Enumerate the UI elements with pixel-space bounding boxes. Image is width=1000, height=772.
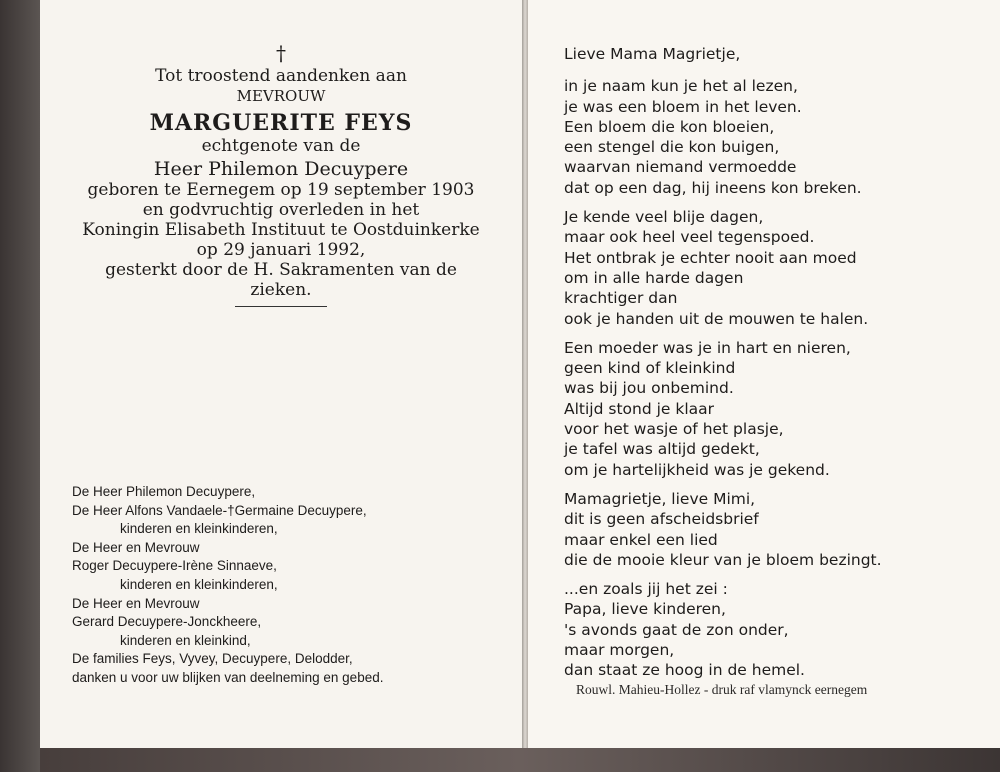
family-line: De Heer en Mevrouw (72, 595, 200, 611)
poem-greeting: Lieve Mama Magrietje, (564, 45, 741, 63)
poem-line: krachtiger dan (564, 289, 678, 308)
intro-text: Tot troostend aandenken aan (155, 66, 407, 86)
family-line: kinderen en kleinkinderen, (120, 576, 278, 592)
poem-stanza (564, 338, 994, 480)
poem-line: dan staat ze hoog in de hemel. (564, 661, 805, 680)
family-line: De Heer Philemon Decuypere, (72, 484, 256, 499)
birth-line: geboren te Eernegem op 19 september 1903 (87, 180, 475, 200)
poem-line: waarvan niemand vermoedde (564, 158, 797, 177)
poem-line: je tafel was altijd gedekt, (564, 440, 760, 459)
poem-line: om je hartelijkheid was je gekend. (564, 460, 830, 479)
poem-line: dat op een dag, hij ineens kon breken. (564, 178, 862, 197)
poem-stanza (564, 76, 994, 198)
family-line: danken u voor uw blijken van deelneming en gebed. (72, 669, 384, 685)
death-date: op 29 januari 1992, (196, 240, 366, 260)
poem-line: voor het wasje of het plasje, (564, 420, 784, 439)
poem (564, 44, 994, 681)
poem-line: 's avonds gaat de zon onder, (564, 620, 789, 639)
death-line-1: en godvruchtig overleden in het (142, 200, 420, 220)
right-card-page (528, 0, 1000, 748)
memorial-header (40, 42, 522, 307)
poem-stanza (564, 489, 994, 570)
poem-line: Een bloem die kon bloeien, (564, 117, 775, 136)
poem-line: ...en zoals jij het zei : (564, 580, 728, 599)
poem-line: maar morgen, (564, 641, 675, 660)
background-edge (0, 0, 40, 772)
sacraments-line-1: gesterkt door de H. Sakramenten van de (105, 260, 457, 280)
spouse-intro: echtgenote van de (201, 136, 361, 156)
poem-line: een stengel die kon buigen, (564, 138, 780, 157)
title-word: MEVROUW (236, 87, 326, 105)
poem-line: je was een bloem in het leven. (564, 97, 802, 116)
sacraments-line-2: zieken. (250, 280, 312, 300)
spouse-name: Heer Philemon Decuypere (153, 158, 409, 180)
family-line: De Heer Alfons Vandaele-†Germaine Decuypere, (72, 502, 367, 518)
poem-stanza (564, 579, 994, 680)
poem-line: Papa, lieve kinderen, (564, 600, 726, 619)
poem-line: om in alle harde dagen (564, 268, 744, 287)
poem-line: Mamagrietje, lieve Mimi, (564, 489, 756, 508)
poem-line: Het ontbrak je echter nooit aan moed (564, 248, 857, 267)
poem-line: maar ook heel veel tegenspoed. (564, 228, 815, 247)
deceased-name: MARGUERITE FEYS (149, 110, 413, 136)
family-line: kinderen en kleinkinderen, (120, 521, 278, 537)
family-line: De Heer en Mevrouw (72, 539, 200, 555)
poem-line: die de mooie kleur van je bloem bezingt. (564, 550, 882, 569)
poem-line: ook je handen uit de mouwen te halen. (564, 309, 869, 328)
family-line: De families Feys, Vyvey, Decuypere, Delodder, (72, 651, 353, 667)
death-line-2: Koningin Elisabeth Instituut te Oostduinkerke (82, 220, 480, 240)
divider-line (235, 306, 327, 307)
left-card-page (40, 0, 522, 748)
family-line: kinderen en kleinkind, (120, 632, 251, 648)
cross-symbol: † (276, 41, 286, 65)
family-line: Gerard Decuypere-Jonckheere, (72, 614, 262, 630)
poem-line: in je naam kun je het al lezen, (564, 77, 798, 96)
poem-line: geen kind of kleinkind (564, 359, 736, 378)
poem-stanza (564, 207, 994, 329)
poem-line: Altijd stond je klaar (564, 399, 715, 418)
poem-line: Je kende veel blije dagen, (564, 208, 764, 227)
poem-line: Een moeder was je in hart en nieren, (564, 338, 851, 357)
poem-line: maar enkel een lied (564, 530, 718, 549)
poem-line: was bij jou onbemind. (564, 379, 734, 398)
printer-credit: Rouwl. Mahieu-Hollez - druk raf vlamynck eernegem (576, 682, 868, 697)
background-bottom (40, 748, 1000, 772)
poem-line: dit is geen afscheidsbrief (564, 510, 759, 529)
family-line: Roger Decuypere-Irène Sinnaeve, (72, 558, 277, 574)
family-list (72, 483, 522, 688)
